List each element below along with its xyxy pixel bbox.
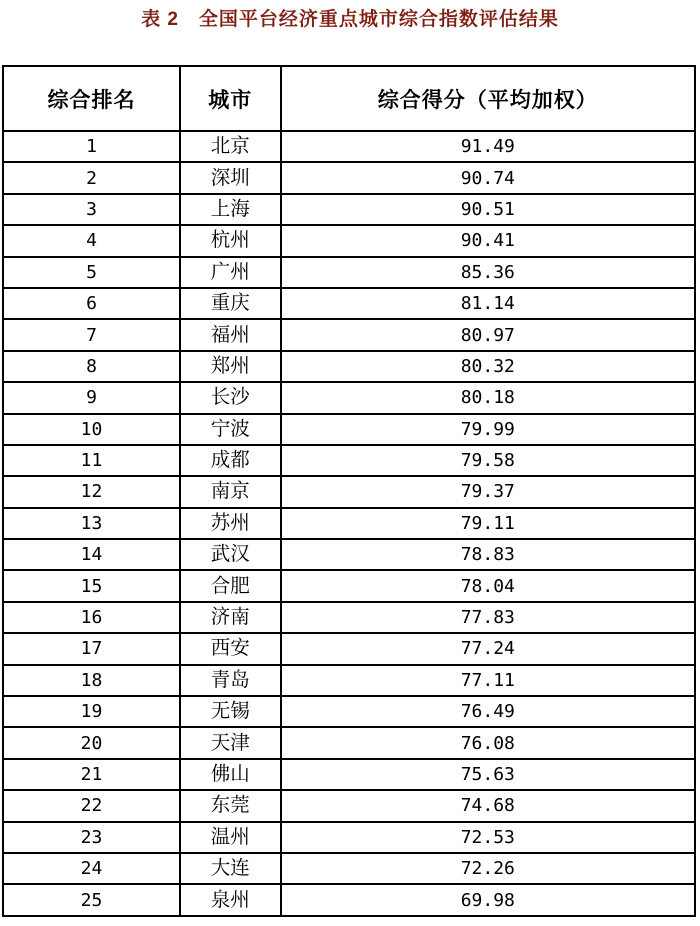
city-cell: 郑州 bbox=[180, 351, 281, 382]
table-title: 表 2 全国平台经济重点城市综合指数评估结果 bbox=[141, 9, 559, 30]
score-cell: 72.26 bbox=[281, 853, 695, 884]
city-cell: 大连 bbox=[180, 853, 281, 884]
column-header-city: 城市 bbox=[180, 66, 281, 131]
table-row bbox=[3, 727, 695, 758]
city-cell: 杭州 bbox=[180, 225, 281, 256]
rank-cell: 14 bbox=[3, 539, 180, 570]
city-cell: 福州 bbox=[180, 319, 281, 350]
table-row bbox=[3, 570, 695, 601]
rank-cell: 6 bbox=[3, 288, 180, 319]
city-cell: 深圳 bbox=[180, 162, 281, 193]
table-row bbox=[3, 288, 695, 319]
table-row bbox=[3, 382, 695, 413]
score-cell: 77.24 bbox=[281, 633, 695, 664]
city-cell: 济南 bbox=[180, 602, 281, 633]
rank-cell: 13 bbox=[3, 508, 180, 539]
score-cell: 77.11 bbox=[281, 665, 695, 696]
table-row bbox=[3, 790, 695, 821]
city-cell: 青岛 bbox=[180, 665, 281, 696]
city-cell: 成都 bbox=[180, 445, 281, 476]
score-cell: 79.37 bbox=[281, 476, 695, 507]
table-row bbox=[3, 853, 695, 884]
table-row bbox=[3, 539, 695, 570]
rank-cell: 3 bbox=[3, 194, 180, 225]
score-cell: 78.83 bbox=[281, 539, 695, 570]
table-row bbox=[3, 414, 695, 445]
table-row bbox=[3, 884, 695, 915]
table-row bbox=[3, 696, 695, 727]
city-cell: 宁波 bbox=[180, 414, 281, 445]
city-cell: 无锡 bbox=[180, 696, 281, 727]
score-cell: 81.14 bbox=[281, 288, 695, 319]
score-cell: 77.83 bbox=[281, 602, 695, 633]
score-cell: 72.53 bbox=[281, 822, 695, 853]
table-row bbox=[3, 319, 695, 350]
rank-cell: 20 bbox=[3, 727, 180, 758]
score-cell: 79.58 bbox=[281, 445, 695, 476]
city-cell: 温州 bbox=[180, 822, 281, 853]
city-cell: 广州 bbox=[180, 257, 281, 288]
table-body bbox=[3, 131, 695, 916]
city-cell: 泉州 bbox=[180, 884, 281, 915]
rank-cell: 8 bbox=[3, 351, 180, 382]
rank-cell: 5 bbox=[3, 257, 180, 288]
rank-cell: 1 bbox=[3, 131, 180, 162]
city-cell: 佛山 bbox=[180, 759, 281, 790]
table-row bbox=[3, 665, 695, 696]
score-cell: 79.11 bbox=[281, 508, 695, 539]
table-header bbox=[3, 66, 695, 131]
column-header-rank: 综合排名 bbox=[3, 66, 180, 131]
rank-cell: 23 bbox=[3, 822, 180, 853]
table-row bbox=[3, 351, 695, 382]
city-cell: 苏州 bbox=[180, 508, 281, 539]
score-cell: 90.74 bbox=[281, 162, 695, 193]
city-cell: 武汉 bbox=[180, 539, 281, 570]
city-cell: 东莞 bbox=[180, 790, 281, 821]
score-cell: 91.49 bbox=[281, 131, 695, 162]
city-cell: 西安 bbox=[180, 633, 281, 664]
city-cell: 上海 bbox=[180, 194, 281, 225]
score-cell: 78.04 bbox=[281, 570, 695, 601]
rank-cell: 12 bbox=[3, 476, 180, 507]
score-cell: 90.51 bbox=[281, 194, 695, 225]
column-header-score: 综合得分（平均加权） bbox=[281, 66, 695, 131]
score-cell: 69.98 bbox=[281, 884, 695, 915]
city-index-table bbox=[2, 65, 696, 917]
rank-cell: 10 bbox=[3, 414, 180, 445]
table-row bbox=[3, 759, 695, 790]
rank-cell: 16 bbox=[3, 602, 180, 633]
rank-cell: 19 bbox=[3, 696, 180, 727]
score-cell: 74.68 bbox=[281, 790, 695, 821]
table-row bbox=[3, 633, 695, 664]
score-cell: 76.49 bbox=[281, 696, 695, 727]
city-cell: 重庆 bbox=[180, 288, 281, 319]
rank-cell: 11 bbox=[3, 445, 180, 476]
table-row bbox=[3, 822, 695, 853]
rank-cell: 7 bbox=[3, 319, 180, 350]
score-cell: 79.99 bbox=[281, 414, 695, 445]
score-cell: 80.18 bbox=[281, 382, 695, 413]
rank-cell: 17 bbox=[3, 633, 180, 664]
score-cell: 85.36 bbox=[281, 257, 695, 288]
rank-cell: 22 bbox=[3, 790, 180, 821]
table-row bbox=[3, 476, 695, 507]
score-cell: 75.63 bbox=[281, 759, 695, 790]
header-row bbox=[3, 66, 695, 131]
table-row bbox=[3, 194, 695, 225]
score-cell: 80.97 bbox=[281, 319, 695, 350]
rank-cell: 15 bbox=[3, 570, 180, 601]
rank-cell: 4 bbox=[3, 225, 180, 256]
score-cell: 80.32 bbox=[281, 351, 695, 382]
table-row bbox=[3, 508, 695, 539]
rank-cell: 18 bbox=[3, 665, 180, 696]
city-cell: 长沙 bbox=[180, 382, 281, 413]
table-row bbox=[3, 445, 695, 476]
score-cell: 76.08 bbox=[281, 727, 695, 758]
rank-cell: 9 bbox=[3, 382, 180, 413]
table-row bbox=[3, 131, 695, 162]
city-cell: 合肥 bbox=[180, 570, 281, 601]
score-cell: 90.41 bbox=[281, 225, 695, 256]
rank-cell: 2 bbox=[3, 162, 180, 193]
table-row bbox=[3, 602, 695, 633]
city-cell: 南京 bbox=[180, 476, 281, 507]
rank-cell: 21 bbox=[3, 759, 180, 790]
city-cell: 天津 bbox=[180, 727, 281, 758]
city-cell: 北京 bbox=[180, 131, 281, 162]
rank-cell: 25 bbox=[3, 884, 180, 915]
rank-cell: 24 bbox=[3, 853, 180, 884]
table-row bbox=[3, 257, 695, 288]
table-row bbox=[3, 225, 695, 256]
table-row bbox=[3, 162, 695, 193]
